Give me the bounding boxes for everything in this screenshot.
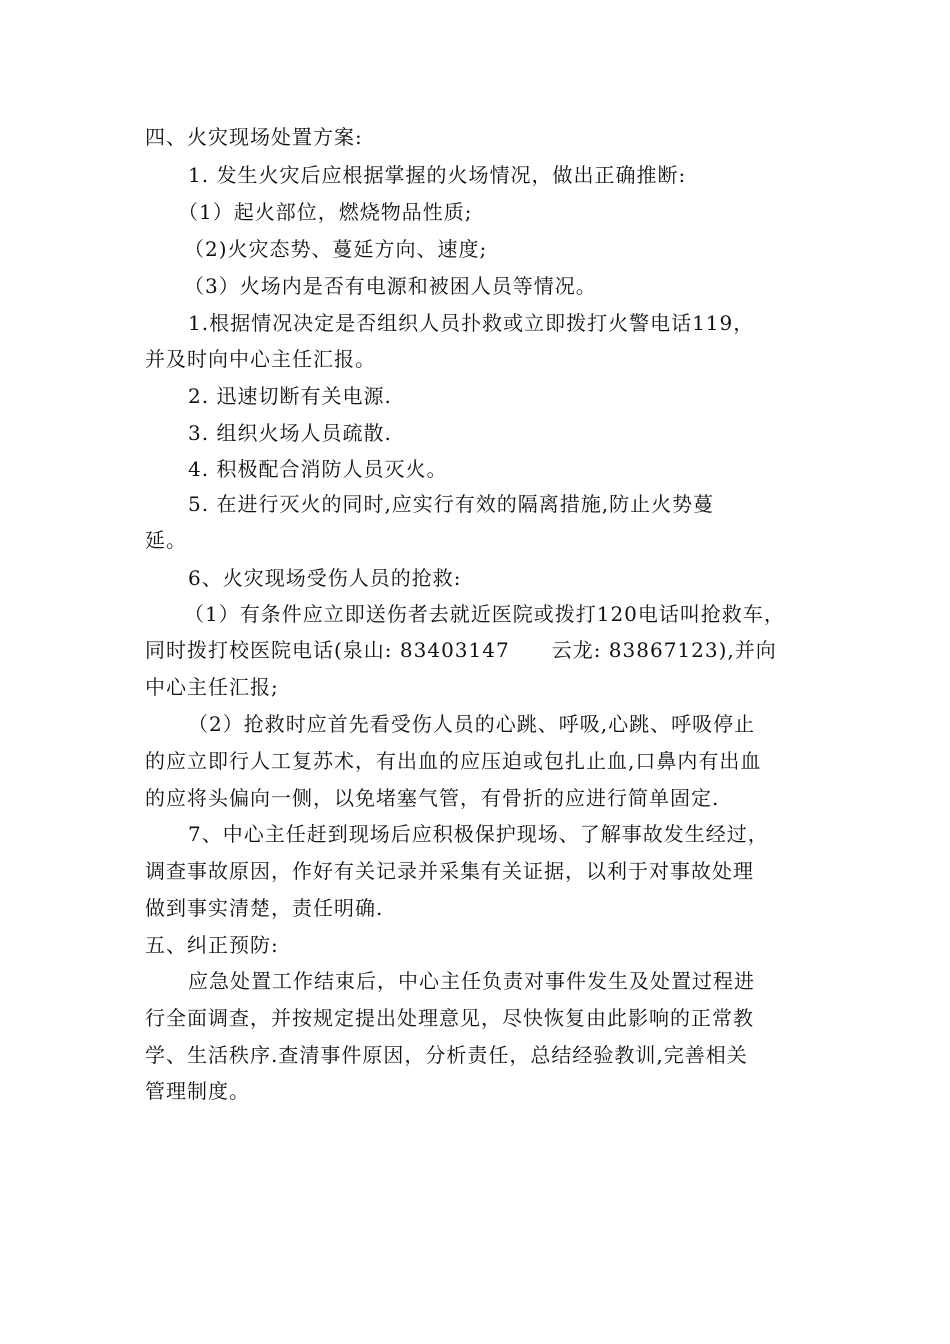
list-item: （3）火场内是否有电源和被困人员等情况。: [184, 274, 597, 298]
list-item: （1）有条件应立即送伤者去就近医院或拨打120电话叫抢救车，: [184, 602, 785, 626]
list-item: 5. 在进行灭火的同时,应实行有效的隔离措施,防止火势蔓: [188, 492, 715, 516]
section-heading-fire-response: 四、火灾现场处置方案:: [145, 125, 363, 149]
paragraph-line: 做到事实清楚，责任明确.: [145, 896, 384, 920]
paragraph-line: 的应将头偏向一侧，以免堵塞气管，有骨折的应进行简单固定.: [145, 786, 720, 810]
paragraph-line: 调查事故原因，作好有关记录并采集有关证据，以利于对事故处理: [145, 859, 754, 883]
paragraph-line: 延。: [145, 528, 187, 552]
section-heading-corrective-prevention: 五、纠正预防:: [145, 933, 279, 957]
list-item: 3. 组织火场人员疏散.: [188, 421, 392, 445]
paragraph-line: 1. 发生火灾后应根据掌握的火场情况，做出正确推断:: [188, 163, 687, 187]
paragraph-line: 1.根据情况决定是否组织人员扑救或立即拨打火警电话119，: [188, 311, 755, 335]
list-item: 2. 迅速切断有关电源.: [188, 384, 392, 408]
list-item: （2）抢救时应首先看受伤人员的心跳、呼吸,心跳、呼吸停止: [188, 712, 756, 736]
paragraph-line: 并及时向中心主任汇报。: [145, 347, 376, 371]
paragraph-line: 7、中心主任赶到现场后应积极保护现场、了解事故发生经过，: [188, 822, 769, 846]
list-item: （2)火灾态势、蔓延方向、速度;: [184, 237, 488, 261]
paragraph-line: 学、生活秩序.查清事件原因，分析责任，总结经验教训,完善相关: [145, 1043, 748, 1067]
paragraph-line: 同时拨打校医院电话(泉山: 83403147 云龙: 83867123),并向: [145, 638, 777, 662]
list-item: （1）起火部位，燃烧物品性质;: [178, 200, 473, 224]
paragraph-line: 中心主任汇报;: [145, 675, 279, 699]
paragraph-line: 管理制度。: [145, 1079, 250, 1103]
subheading-injury-rescue: 6、火灾现场受伤人员的抢救:: [188, 566, 462, 590]
paragraph-line: 的应立即行人工复苏术，有出血的应压迫或包扎止血,口鼻内有出血: [145, 749, 762, 773]
paragraph-line: 应急处置工作结束后，中心主任负责对事件发生及处置过程进: [188, 969, 755, 993]
paragraph-line: 行全面调查，并按规定提出处理意见，尽快恢复由此影响的正常教: [145, 1006, 754, 1030]
list-item: 4. 积极配合消防人员灭火。: [188, 457, 448, 481]
